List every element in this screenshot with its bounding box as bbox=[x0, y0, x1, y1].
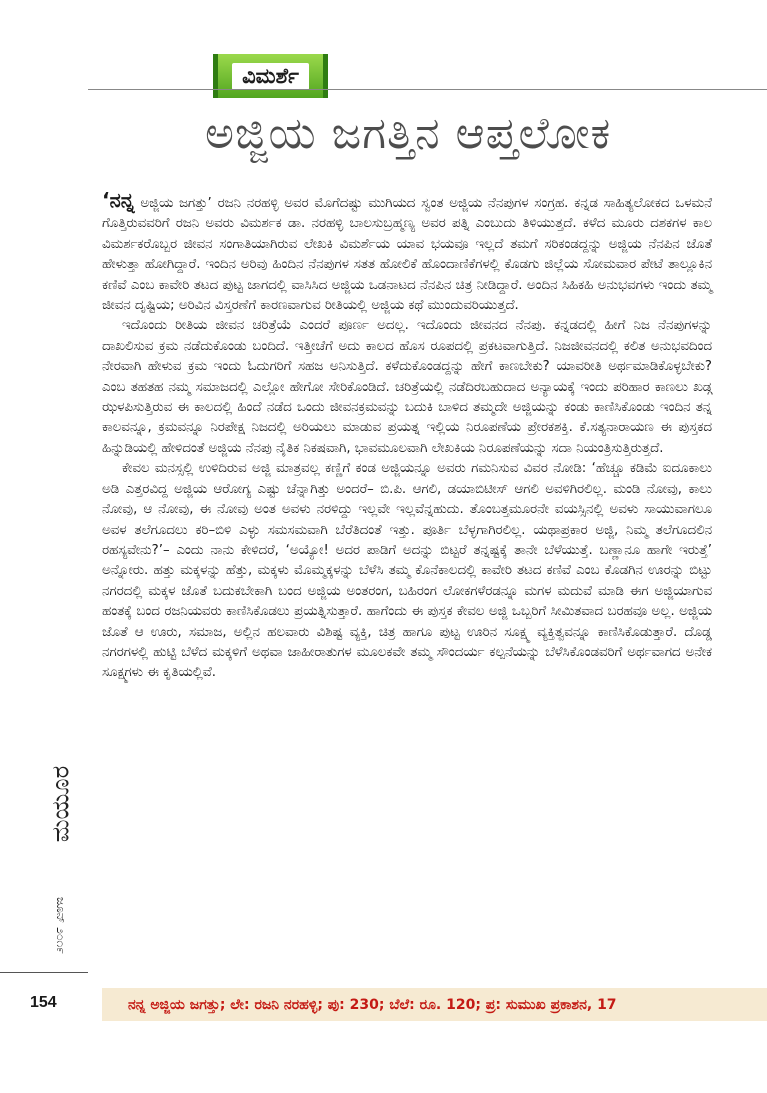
article-title: ಅಜ್ಜಿಯ ಜಗತ್ತಿನ ಆಪ್ತಲೋಕ bbox=[205, 108, 612, 159]
paragraph-3: ಕೇವಲ ಮನಸ್ಸಲ್ಲಿ ಉಳಿದಿರುವ ಅಜ್ಜಿ ಮಾತ್ರವಲ್ಲ ಕಣ್ಣಿಗೆ ಕಂಡ ಅಜ್ಜಿಯನ್ನೂ ಅವರು ಗಮನಿಸುವ ವಿವರ ನೋಡಿ: ‘ಹೆಚ್ಚೂ ಕಡಿಮೆ ಐದೂಕಾಲು ಅಡಿ ಎತ್ತರವಿದ್ದ ಅಜ್ಜಿಯ ಆರೋಗ್ಯ ಎಷ್ಟು ಚೆನ್ನಾಗಿತ್ತು ಅಂದರೆ– ಬಿ.ಪಿ. ಆಗಲಿ, ಡಯಾಬಿಟೀಸ್ ಆಗಲಿ ಅವಳಿಗಿರಲಿಲ್ಲ. ಮಂಡಿ ನೋವು, ಕಾಲು ನೋವು, ಆ ನೋವು, ಈ ನೋವು ಅಂತ ಅವಳು ನರಳಿದ್ದು ಇಲ್ಲವೇ ಇಲ್ಲವೆನ್ನಹುದು. ತೊಂಬತ್ತಮೂರನೇ ವಯಸ್ಸಿನಲ್ಲಿ ಅವಳು ಸಾಯುವಾಗಲೂ ಅವಳ ತಲೆಗೂದಲು ಕರಿ–ಬಿಳಿ ಎಳ್ಳು ಸಮಸಮವಾಗಿ ಬೆರೆತಿದಂತೆ ಇತ್ತು. ಪೂರ್ತಿ ಬೆಳ್ಳಗಾಗಿರಲಿಲ್ಲ. ಯಥಾಪ್ರಕಾರ ಅಜ್ಜಿ, ನಿಮ್ಮ ತಲೆಗೂದಲಿನ ರಹಸ್ಯವೇನು?’– ಎಂದು ನಾನು ಕೇಳಿದರೆ, ‘ಅಯ್ಯೋ! ಅದರ ಪಾಡಿಗೆ ಅದನ್ನು ಬಿಟ್ಟರೆ ತನ್ನಷ್ಟಕ್ಕೆ ತಾನೇ ಬೆಳೆಯುತ್ತೆ. ಬಣ್ಣಾನೂ ಹಾಗೇ ಇರುತ್ತೆ’ ಅನ್ನೋರು. ಹತ್ತು ಮಕ್ಕಳನ್ನು ಹೆತ್ತು, ಮಕ್ಕಳು ಮೊಮ್ಮಕ್ಕಳನ್ನು ಬೆಳೆಸಿ ತಮ್ಮ ಕೊನೆಕಾಲದಲ್ಲಿ ಕಾವೇರಿ ತಟದ ಕಣಿವೆ ಎಂಬ ಕೊಡಗಿನ ಊರನ್ನು ಬಿಟ್ಟು ನಗರದಲ್ಲಿ ಮಕ್ಕಳ ಜೊತೆ ಬದುಕಬೇಕಾಗಿ ಬಂದ ಅಜ್ಜಿಯ ಅಂತರಂಗ, ಬಹಿರಂಗ ಲೋಕಗಳೆರಡನ್ನೂ ಮಗಳ ಮದುವೆ ಮಾಡಿ ಈಗ ಅಜ್ಜಿಯಾಗುವ ಹಂತಕ್ಕೆ ಬಂದ ರಜನಿಯವರು ಕಾಣಿಸಿಕೊಡಲು ಪ್ರಯತ್ನಿಸುತ್ತಾರೆ. ಹಾಗೆಂದು ಈ ಪುಸ್ತಕ ಕೇವಲ ಅಜ್ಜಿ ಒಬ್ಬರಿಗೆ ಸೀಮಿತವಾದ ಬರಹವೂ ಅಲ್ಲ. ಅಜ್ಜಿಯ ಜೊತೆ ಆ ಊರು, ಸಮಾಜ, ಅಲ್ಲಿನ ಹಲವಾರು ವಿಶಿಷ್ಟ ವ್ಯಕ್ತಿ, ಚಿತ್ರ ಹಾಗೂ ಪುಟ್ಟ ಊರಿನ ಸೂಕ್ಷ್ಮ ವ್ಯಕ್ತಿತ್ವವನ್ನೂ ಕಾಣಿಸಿಕೊಡುತ್ತಾರೆ. ದೊಡ್ಡ ನಗರಗಳಲ್ಲಿ ಹುಟ್ಟಿ ಬೆಳೆದ ಮಕ್ಕಳಿಗೆ ಅಥವಾ ಜಾಹೀರಾತುಗಳ ಮೂಲಕವೇ ತಮ್ಮ ಸೌಂದರ್ಯ ಕಲ್ಪನೆಯನ್ನು ಬೆಳೆಸಿಕೊಂಡವರಿಗೆ ಅರ್ಥವಾಗದ ಅನೇಕ ಸೂಕ್ಷ್ಮಗಳು ಈ ಕೃತಿಯಲ್ಲಿವೆ. bbox=[102, 461, 712, 681]
issue-date bbox=[44, 880, 76, 970]
magazine-logo-text: ಮಯೂರ bbox=[46, 765, 75, 843]
book-citation: ನನ್ನ ಅಜ್ಜಿಯ ಜಗತ್ತು; ಲೇ: ರಜನಿ ನರಹಳ್ಳಿ; ಪು: 230; ಬೆಲೆ: ರೂ. 120; ಪ್ರ: ಸುಮುಖ ಪ್ರಕಾಶನ, 17 bbox=[128, 996, 617, 1013]
issue-date-text: ಜೂನ್ ೨೦೧೯ bbox=[53, 896, 68, 954]
paragraph-2: ಇದೊಂದು ರೀತಿಯ ಜೀವನ ಚರಿತ್ರೆಯೆ ಎಂದರೆ ಪೂರ್ಣ ಅದಲ್ಲ. ಇದೊಂದು ಜೀವನದ ನೆನಪು. ಕನ್ನಡದಲ್ಲಿ ಹೀಗೆ ನಿಜ ನೆನಪುಗಳನ್ನು ದಾಖಲಿಸುವ ಕ್ರಮ ನಡೆದುಕೊಂಡು ಬಂದಿದೆ. ಇತ್ತೀಚೆಗೆ ಅದು ಕಾಲದ ಹೊಸ ರೂಪದಲ್ಲಿ ಪ್ರಕಟವಾಗುತ್ತಿದೆ. ನಿಜಜೀವನದಲ್ಲಿ ಕಲಿತ ಅನುಭವದಿಂದ ನೇರವಾಗಿ ಹೇಳುವ ಕ್ರಮ ಇಂದು ಓದುಗರಿಗೆ ಸಹಜ ಅನಿಸುತ್ತಿದೆ. ಕಳೆದುಕೊಂಡದ್ದನ್ನು ಹೇಗೆ ಕಾಣಬೇಕು? ಯಾವರೀತಿ ಅರ್ಥಮಾಡಿಕೊಳ್ಳಬೇಕು? ಎಂಬ ತಹತಹ ನಮ್ಮ ಸಮಾಜದಲ್ಲಿ ಎಲ್ಲೋ ಹೇಗೋ ಸೇರಿಕೊಂಡಿದೆ. ಚರಿತ್ರೆಯಲ್ಲಿ ನಡೆದಿರಬಹುದಾದ ಅನ್ಯಾಯಕ್ಕೆ ಇಂದು ಪರಿಹಾರ ಕಾಣಲು ಖಡ್ಗ ಝಳಪಿಸುತ್ತಿರುವ ಈ ಕಾಲದಲ್ಲಿ ಹಿಂದೆ ನಡೆದ ಒಂದು ಜೀವನಕ್ರಮವನ್ನು ಬದುಕಿ ಬಾಳಿದ ತಮ್ಮದೇ ಅಜ್ಜಿಯನ್ನು ಕಂಡು ಕಾಣಿಸಿಕೊಂಡು ಇಂದಿನ ತನ್ನ ಕಾಲವನ್ನೂ, ಕ್ರಮವನ್ನೂ ನಿರಪೇಕ್ಷ ನಿಜದಲ್ಲಿ ಅರಿಯಲು ಮಾಡುವ ಪ್ರಯತ್ನ ಇಲ್ಲಿಯ ನಿರೂಪಣೆಯ ಪ್ರೇರಕಶಕ್ತಿ. ಕೆ.ಸತ್ಯನಾರಾಯಣ ಈ ಪುಸ್ತಕದ ಹಿನ್ನುಡಿಯಲ್ಲಿ ಹೇಳಿದಂತೆ ಅಜ್ಜಿಯ ನೆನಪು ನೈತಿಕ ನಿಕಷವಾಗಿ, ಭಾವಮೂಲವಾಗಿ ಲೇಖಕಿಯ ನಿರೂಪಣೆಯನ್ನು ಸದಾ ನಿಯಂತ್ರಿಸುತ್ತಿರುತ್ತದೆ. bbox=[102, 318, 712, 456]
section-label: ವಿಮರ್ಶೆ bbox=[232, 63, 309, 90]
book-citation-bar bbox=[102, 988, 767, 1021]
section-tag bbox=[213, 54, 328, 98]
header-rule bbox=[88, 89, 767, 90]
page-number: 154 bbox=[30, 994, 57, 1011]
magazine-logo bbox=[44, 765, 76, 843]
paragraph-1-text: ಅಜ್ಜಿಯ ಜಗತ್ತು’ ರಜನಿ ನರಹಳ್ಳಿ ಅವರ ಮೊಗೆದಷ್ಟು ಮುಗಿಯದ ಸ್ವಂತ ಅಜ್ಜಿಯ ನೆನಪುಗಳ ಸಂಗ್ರಹ. ಕನ್ನಡ ಸಾಹಿತ್ಯಲೋಕದ ಒಳಮನೆ ಗೊತ್ತಿರುವವರಿಗೆ ರಜನಿ ಅವರು ವಿಮರ್ಶಕ ಡಾ. ನರಹಳ್ಳಿ ಬಾಲಸುಬ್ರಹ್ಮಣ್ಯ ಅವರ ಪತ್ನಿ ಎಂಬುದು ತಿಳಿಯುತ್ತದೆ. ಕಳೆದ ಮೂರು ದಶಕಗಳ ಕಾಲ ವಿಮರ್ಶಕರೊಬ್ಬರ ಜೀವನ ಸಂಗಾತಿಯಾಗಿರುವ ಲೇಖಕಿ ವಿಮರ್ಶೆಯ ಯಾವ ಭಯವೂ ಇಲ್ಲದೆ ತಮಗೆ ಸರಿಕಂಡದ್ದನ್ನು ಅಜ್ಜಿಯ ನೆನಪಿನ ಜೊತೆ ಹೇಳುತ್ತಾ ಹೋಗಿದ್ದಾರೆ. ಇಂದಿನ ಅರಿವು ಹಿಂದಿನ ನೆನಪುಗಳ ಸತತ ಹೋಲಿಕೆ ಹೊಂದಾಣಿಕೆಗಳಲ್ಲಿ ಕೊಡಗು ಜಿಲ್ಲೆಯ ಸೋಮವಾರ ಪೇಟೆ ತಾಲ್ಲೂಕಿನ ಕಣಿವೆ ಎಂಬ ಕಾವೇರಿ ತಟದ ಪುಟ್ಟ ಜಾಗದಲ್ಲಿ ವಾಸಿಸಿದ ಅಜ್ಜಿಯ ಒಡನಾಟದ ನೆನಪಿನ ಚಿತ್ರ ನೀಡಿದ್ದಾರೆ. ಅಂದಿನ ಸಿಹಿಕಹಿ ಅನುಭವಗಳು ಇಂದು ತಮ್ಮ ಜೀವನ ದೃಷ್ಟಿಯ; ಅರಿವಿನ ವಿಸ್ತರಣೆಗೆ ಕಾರಣವಾಗುವ ರೀತಿಯಲ್ಲಿ ಅಜ್ಜಿಯ ಕಥೆ ಮುಂದುವರಿಯುತ್ತದೆ. bbox=[102, 196, 712, 314]
paragraph-1 bbox=[102, 190, 712, 316]
margin-rule bbox=[0, 972, 88, 973]
dropcap: ‘ನನ್ನ bbox=[102, 188, 135, 212]
article-body bbox=[102, 190, 712, 684]
